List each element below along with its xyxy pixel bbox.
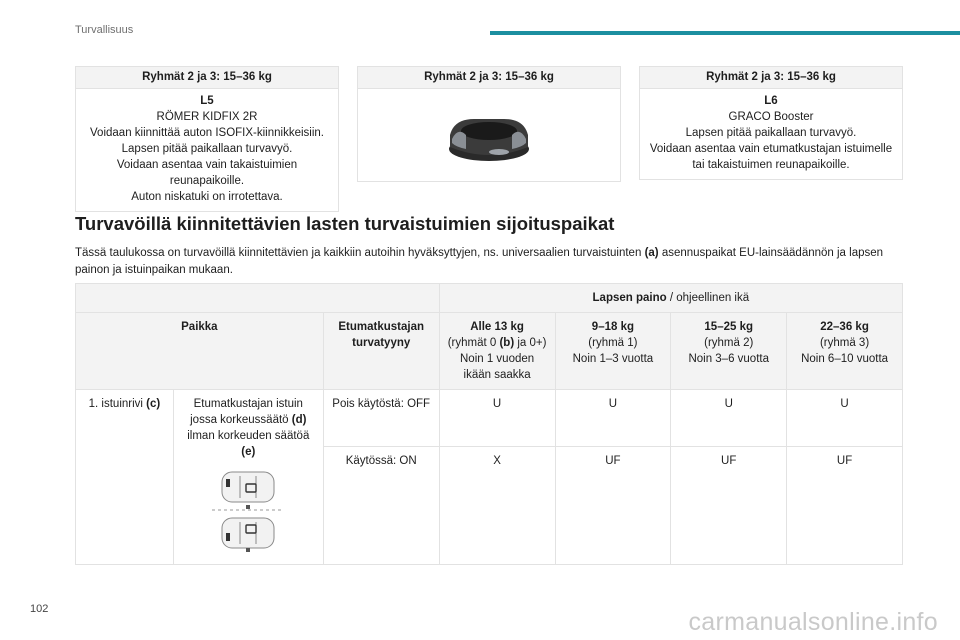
table-cell: X bbox=[439, 447, 555, 565]
header-airbag: Etumatkustajan turvatyyny bbox=[323, 313, 439, 390]
seat-placement-table bbox=[75, 283, 903, 565]
card-line: Voidaan kiinnittää auton ISOFIX-kiinnikkeisiin. bbox=[90, 127, 324, 139]
table-cell: U bbox=[555, 390, 671, 447]
accent-bar bbox=[490, 31, 960, 35]
card-code: L5 bbox=[200, 95, 214, 107]
table-cell: U bbox=[439, 390, 555, 447]
card-line: Lapsen pitää paikallaan turvavyö. bbox=[121, 143, 293, 155]
airbag-state: Käytössä: ON bbox=[323, 447, 439, 565]
table-cell: UF bbox=[787, 447, 903, 565]
section-label: Turvallisuus bbox=[75, 24, 134, 36]
seat-card-l5 bbox=[75, 66, 339, 212]
row-label: 1. istuinrivi (c) bbox=[76, 390, 174, 565]
section-heading: Turvavöillä kiinnitettävien lasten turvaistuimien sijoituspaikat bbox=[75, 213, 615, 234]
card-line: RÖMER KIDFIX 2R bbox=[156, 111, 258, 123]
card-line: Auton niskatuki on irrotettava. bbox=[131, 191, 283, 203]
header-weight-col: 22–36 kg (ryhmä 3) Noin 6–10 vuotta bbox=[787, 313, 903, 390]
page-number: 102 bbox=[30, 603, 49, 615]
seat-card-photo bbox=[357, 66, 621, 182]
table-top-header: Lapsen paino / ohjeellinen ikä bbox=[76, 284, 903, 313]
seat-description: Etumatkustajan istuin jossa korkeussäätö (d) ilman korkeuden säätöä (e) bbox=[173, 390, 323, 565]
header-place: Paikka bbox=[76, 313, 324, 390]
header-weight-col: 9–18 kg (ryhmä 1) Noin 1–3 vuotta bbox=[555, 313, 671, 390]
header-weight-col: 15–25 kg (ryhmä 2) Noin 3–6 vuotta bbox=[671, 313, 787, 390]
seat-card-l6 bbox=[639, 66, 903, 180]
car-seat-diagram-icon bbox=[212, 468, 284, 554]
intro-paragraph: Tässä taulukossa on turvavöillä kiinnitettävien ja kaikkiin autoihin hyväksyttyjen, ns. universaalien turvaistuinten (a) asennuspaikat EU-lainsäädännön ja lapsen painon ja istuinpaikan mukaan. bbox=[75, 247, 884, 276]
watermark: carmanualsonline.info bbox=[688, 608, 938, 636]
card-line: GRACO Booster bbox=[728, 111, 814, 123]
booster-seat-image bbox=[444, 105, 534, 165]
card-line: Voidaan asentaa vain etumatkustajan istuimelle tai takaistuimen reunapaikoille. bbox=[649, 143, 893, 171]
airbag-state: Pois käytöstä: OFF bbox=[323, 390, 439, 447]
card-title: Ryhmät 2 ja 3: 15–36 kg bbox=[640, 67, 902, 89]
table-cell: UF bbox=[671, 447, 787, 565]
table-row bbox=[76, 390, 903, 447]
card-title: Ryhmät 2 ja 3: 15–36 kg bbox=[358, 67, 620, 89]
table-cell: UF bbox=[555, 447, 671, 565]
card-title: Ryhmät 2 ja 3: 15–36 kg bbox=[76, 67, 338, 89]
header-weight-col: Alle 13 kg (ryhmät 0 (b) ja 0+) Noin 1 vuoden ikään saakka bbox=[439, 313, 555, 390]
table-cell: U bbox=[787, 390, 903, 447]
table-cell: U bbox=[671, 390, 787, 447]
card-line: Voidaan asentaa vain takaistuimien reunapaikoille. bbox=[116, 159, 298, 187]
card-line: Lapsen pitää paikallaan turvavyö. bbox=[685, 127, 857, 139]
card-code: L6 bbox=[764, 95, 778, 107]
table-header-row bbox=[76, 313, 903, 390]
